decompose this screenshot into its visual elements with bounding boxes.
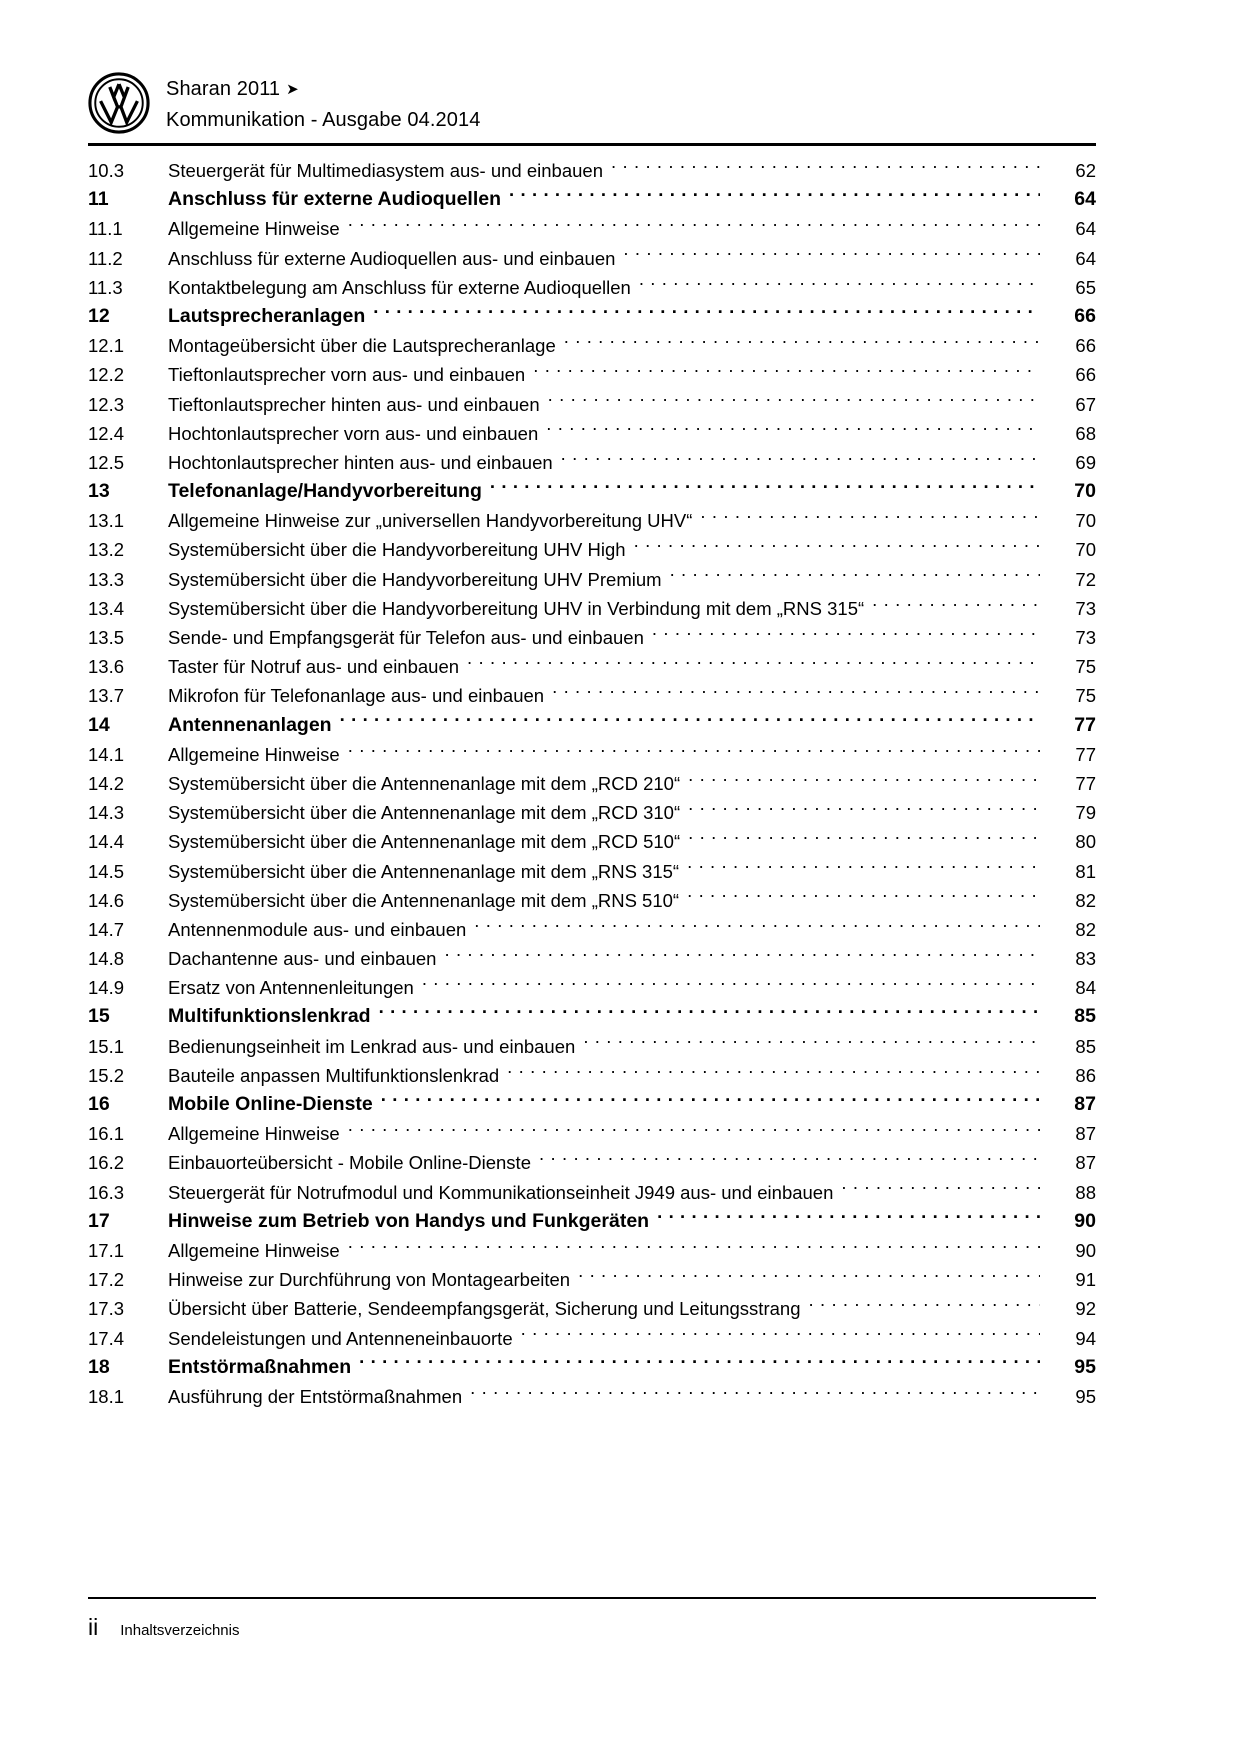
toc-entry-title: Sende- und Empfangsgerät für Telefon aus- und einbauen xyxy=(168,627,644,648)
toc-entry-page: 65 xyxy=(1075,276,1096,298)
toc-entry-title: Antennenmodule aus- und einbauen xyxy=(168,918,467,940)
toc-entry-title: Antennenanlagen xyxy=(168,713,332,736)
table-of-contents xyxy=(88,156,1096,1411)
header-divider xyxy=(88,143,1096,146)
toc-entry-number: 13 xyxy=(88,480,110,503)
toc-leader-dots xyxy=(564,334,1040,352)
toc-entry-page: 87 xyxy=(1075,1123,1096,1145)
toc-entry[interactable] xyxy=(88,1382,1096,1411)
toc-entry-page: 70 xyxy=(1075,510,1096,532)
toc-leader-dots xyxy=(634,538,1040,556)
page-header xyxy=(88,72,1096,144)
toc-entry[interactable] xyxy=(88,1090,1096,1119)
toc-entry[interactable] xyxy=(88,652,1096,681)
toc-leader-dots xyxy=(688,772,1040,790)
toc-entry-number: 12.1 xyxy=(88,335,125,357)
toc-entry[interactable] xyxy=(88,594,1096,623)
toc-entry[interactable] xyxy=(88,1002,1096,1031)
toc-entry-page: 87 xyxy=(1074,1093,1096,1115)
toc-entry-title: Hochtonlautsprecher hinten aus- und einbauen xyxy=(168,451,553,473)
toc-leader-dots xyxy=(808,1297,1040,1315)
toc-entry[interactable] xyxy=(88,1265,1096,1294)
toc-entry-number: 13.3 xyxy=(88,568,125,590)
toc-entry[interactable] xyxy=(88,506,1096,535)
toc-entry[interactable] xyxy=(88,769,1096,798)
toc-entry-page: 86 xyxy=(1075,1064,1096,1086)
toc-entry-title: Steuergerät für Multimediasystem aus- und einbauen xyxy=(168,160,603,181)
toc-entry-page: 77 xyxy=(1074,713,1096,736)
toc-entry-page: 80 xyxy=(1075,831,1096,853)
toc-leader-dots xyxy=(546,422,1040,440)
toc-entry[interactable] xyxy=(88,740,1096,769)
toc-entry-title: Anschluss für externe Audioquellen aus- und einbauen xyxy=(168,247,616,269)
toc-entry-number: 16 xyxy=(88,1093,110,1115)
toc-leader-dots xyxy=(872,597,1040,615)
toc-leader-dots xyxy=(381,1092,1040,1110)
toc-entry-title: Übersicht über Batterie, Sendeempfangsgerät, Sicherung und Leitungsstrang xyxy=(168,1298,801,1320)
toc-leader-dots xyxy=(561,451,1040,469)
toc-entry-number: 12 xyxy=(88,304,110,327)
toc-entry-number: 12.3 xyxy=(88,393,125,415)
toc-leader-dots xyxy=(611,159,1040,177)
toc-entry-number: 14.1 xyxy=(88,743,125,765)
toc-entry[interactable] xyxy=(88,944,1096,973)
toc-leader-dots xyxy=(348,1122,1040,1140)
toc-entry[interactable] xyxy=(88,156,1096,185)
toc-leader-dots xyxy=(841,1181,1040,1199)
toc-entry-page: 82 xyxy=(1075,889,1096,911)
toc-entry-page: 66 xyxy=(1075,364,1096,386)
toc-leader-dots xyxy=(373,304,1040,322)
toc-leader-dots xyxy=(657,1209,1040,1227)
toc-entry-number: 17.3 xyxy=(88,1298,125,1320)
toc-entry-number: 18 xyxy=(88,1355,110,1378)
toc-entry-number: 13.2 xyxy=(88,539,125,561)
toc-entry-number: 11.1 xyxy=(88,218,123,240)
toc-entry-title: Allgemeine Hinweise xyxy=(168,218,340,240)
toc-entry-page: 95 xyxy=(1074,1355,1096,1378)
toc-entry-number: 16.1 xyxy=(88,1123,125,1145)
toc-entry-title: Systemübersicht über die Handyvorbereitung UHV High xyxy=(168,539,626,561)
toc-entry-number: 11.3 xyxy=(88,276,123,298)
toc-leader-dots xyxy=(652,626,1040,644)
toc-entry-page: 66 xyxy=(1075,335,1096,357)
toc-entry-page: 81 xyxy=(1075,860,1096,882)
toc-entry-page: 91 xyxy=(1075,1269,1096,1291)
toc-leader-dots xyxy=(422,976,1040,994)
toc-entry-number: 10.3 xyxy=(88,160,125,181)
toc-entry[interactable] xyxy=(88,1148,1096,1177)
toc-entry-title: Steuergerät für Notrufmodul und Kommunikationseinheit J949 aus- und einbauen xyxy=(168,1181,834,1203)
toc-entry-number: 13.5 xyxy=(88,627,125,648)
toc-entry[interactable] xyxy=(88,1178,1096,1207)
footer-divider xyxy=(88,1597,1096,1599)
toc-entry-number: 14.3 xyxy=(88,802,125,824)
toc-entry-title: Allgemeine Hinweise xyxy=(168,1123,340,1145)
toc-entry-number: 14.6 xyxy=(88,889,125,911)
toc-leader-dots xyxy=(539,1151,1040,1169)
toc-entry-number: 13.4 xyxy=(88,597,125,619)
toc-entry-page: 95 xyxy=(1075,1385,1096,1407)
toc-entry-title: Lautsprecheranlagen xyxy=(168,304,366,327)
toc-leader-dots xyxy=(348,743,1040,761)
volkswagen-logo xyxy=(88,72,150,134)
toc-entry-number: 12.5 xyxy=(88,451,125,473)
toc-entry-title: Allgemeine Hinweise xyxy=(168,1239,340,1261)
toc-leader-dots xyxy=(688,801,1040,819)
toc-entry[interactable] xyxy=(88,681,1096,710)
toc-entry-title: Mikrofon für Telefonanlage aus- und einbauen xyxy=(168,685,545,707)
toc-entry-number: 14.8 xyxy=(88,948,125,970)
toc-entry-number: 12.4 xyxy=(88,422,125,444)
toc-entry[interactable] xyxy=(88,214,1096,243)
toc-entry-title: Tieftonlautsprecher hinten aus- und einbauen xyxy=(168,393,540,415)
toc-leader-dots xyxy=(507,1064,1040,1082)
toc-entry-title: Hochtonlautsprecher vorn aus- und einbauen xyxy=(168,422,539,444)
toc-entry-page: 64 xyxy=(1074,188,1096,211)
toc-entry-page: 67 xyxy=(1075,393,1096,415)
toc-entry-title: Hinweise zum Betrieb von Handys und Funkgeräten xyxy=(168,1209,650,1232)
toc-entry-number: 14.5 xyxy=(88,860,125,882)
toc-entry-number: 14.2 xyxy=(88,772,125,794)
toc-entry-title: Taster für Notruf aus- und einbauen xyxy=(168,656,460,678)
toc-entry-title: Ersatz von Antennenleitungen xyxy=(168,977,414,999)
toc-entry[interactable] xyxy=(88,302,1096,331)
toc-entry[interactable] xyxy=(88,565,1096,594)
toc-entry-number: 13.1 xyxy=(88,510,125,532)
toc-entry-number: 18.1 xyxy=(88,1385,125,1407)
toc-entry-page: 87 xyxy=(1075,1152,1096,1174)
toc-entry-number: 16.3 xyxy=(88,1181,125,1203)
toc-entry-title: Systemübersicht über die Handyvorbereitung UHV Premium xyxy=(168,568,662,590)
toc-entry[interactable] xyxy=(88,273,1096,302)
toc-leader-dots xyxy=(700,509,1040,527)
toc-entry-page: 90 xyxy=(1074,1209,1096,1232)
toc-leader-dots xyxy=(470,1385,1040,1403)
toc-entry-page: 70 xyxy=(1074,480,1096,503)
footer-label: Inhaltsverzeichnis xyxy=(120,1622,240,1639)
toc-entry-page: 88 xyxy=(1075,1181,1096,1203)
page-footer xyxy=(88,1614,1096,1641)
toc-entry-page: 70 xyxy=(1075,539,1096,561)
toc-entry-number: 17.2 xyxy=(88,1269,125,1291)
toc-entry-page: 83 xyxy=(1075,948,1096,970)
toc-leader-dots xyxy=(687,860,1040,878)
toc-entry-page: 73 xyxy=(1075,627,1096,648)
toc-entry-number: 14 xyxy=(88,713,110,736)
toc-entry[interactable] xyxy=(88,1207,1096,1236)
toc-entry-page: 73 xyxy=(1075,597,1096,619)
toc-entry[interactable] xyxy=(88,973,1096,1002)
toc-entry-title: Mobile Online-Dienste xyxy=(168,1093,373,1115)
toc-leader-dots xyxy=(670,568,1040,586)
toc-leader-dots xyxy=(533,363,1040,381)
toc-entry-title: Entstörmaßnahmen xyxy=(168,1355,352,1378)
toc-entry-title: Einbauorteübersicht - Mobile Online-Dienste xyxy=(168,1152,531,1174)
toc-entry-title: Tieftonlautsprecher vorn aus- und einbauen xyxy=(168,364,526,386)
toc-leader-dots xyxy=(583,1035,1040,1053)
toc-entry[interactable] xyxy=(88,827,1096,856)
toc-entry-number: 12.2 xyxy=(88,364,125,386)
toc-entry[interactable] xyxy=(88,535,1096,564)
toc-entry-number: 13.6 xyxy=(88,656,125,678)
toc-entry[interactable] xyxy=(88,1324,1096,1353)
toc-entry-number: 15.2 xyxy=(88,1064,125,1086)
header-titles xyxy=(166,74,480,135)
toc-entry[interactable] xyxy=(88,711,1096,740)
toc-entry[interactable] xyxy=(88,798,1096,827)
toc-leader-dots xyxy=(340,713,1040,731)
toc-entry-page: 85 xyxy=(1075,1035,1096,1057)
toc-entry-number: 15.1 xyxy=(88,1035,125,1057)
toc-entry-page: 82 xyxy=(1075,918,1096,940)
toc-entry-number: 17 xyxy=(88,1209,110,1232)
toc-entry-title: Telefonanlage/Handyvorbereitung xyxy=(168,480,482,503)
toc-entry[interactable] xyxy=(88,915,1096,944)
toc-entry-number: 11 xyxy=(88,188,109,211)
toc-leader-dots xyxy=(521,1327,1040,1345)
toc-entry-title: Allgemeine Hinweise xyxy=(168,743,340,765)
toc-entry-page: 84 xyxy=(1075,977,1096,999)
toc-entry-title: Systemübersicht über die Antennenanlage mit dem „RNS 315“ xyxy=(168,860,680,882)
toc-leader-dots xyxy=(548,393,1040,411)
toc-entry-title: Allgemeine Hinweise zur „universellen Handyvorbereitung UHV“ xyxy=(168,510,693,532)
toc-leader-dots xyxy=(639,276,1040,294)
toc-entry[interactable] xyxy=(88,477,1096,506)
toc-entry[interactable] xyxy=(88,1353,1096,1382)
toc-entry-page: 75 xyxy=(1075,685,1096,707)
header-model: Sharan 2011 xyxy=(166,78,281,100)
toc-leader-dots xyxy=(379,1004,1040,1022)
toc-entry[interactable] xyxy=(88,623,1096,652)
toc-entry-title: Bedienungseinheit im Lenkrad aus- und einbauen xyxy=(168,1035,576,1057)
toc-leader-dots xyxy=(348,217,1040,235)
toc-entry-title: Systemübersicht über die Antennenanlage mit dem „RCD 510“ xyxy=(168,831,681,853)
toc-entry-page: 77 xyxy=(1075,772,1096,794)
toc-entry-title: Ausführung der Entstörmaßnahmen xyxy=(168,1385,463,1407)
toc-entry-number: 17.1 xyxy=(88,1239,125,1261)
toc-entry[interactable] xyxy=(88,1294,1096,1323)
toc-entry-title: Multifunktionslenkrad xyxy=(168,1005,371,1028)
toc-leader-dots xyxy=(578,1268,1040,1286)
toc-entry-number: 15 xyxy=(88,1005,110,1028)
toc-entry-title: Systemübersicht über die Handyvorbereitung UHV in Verbindung mit dem „RNS 315“ xyxy=(168,597,865,619)
toc-entry-title: Systemübersicht über die Antennenanlage mit dem „RCD 310“ xyxy=(168,802,681,824)
toc-entry[interactable] xyxy=(88,448,1096,477)
toc-leader-dots xyxy=(348,1239,1040,1257)
toc-entry-title: Systemübersicht über die Antennenanlage mit dem „RNS 510“ xyxy=(168,889,680,911)
toc-entry-number: 11.2 xyxy=(88,247,123,269)
toc-leader-dots xyxy=(359,1355,1040,1373)
toc-leader-dots xyxy=(509,187,1040,205)
toc-leader-dots xyxy=(687,889,1040,907)
toc-leader-dots xyxy=(474,918,1040,936)
toc-entry[interactable] xyxy=(88,360,1096,389)
footer-page-number: ii xyxy=(88,1614,99,1640)
toc-entry-page: 75 xyxy=(1075,656,1096,678)
toc-entry-number: 14.7 xyxy=(88,918,125,940)
toc-entry-page: 90 xyxy=(1075,1239,1096,1261)
toc-leader-dots xyxy=(490,479,1040,497)
toc-entry[interactable] xyxy=(88,390,1096,419)
toc-leader-dots xyxy=(467,655,1040,673)
header-subtitle: Kommunikation - Ausgabe 04.2014 xyxy=(166,109,481,131)
toc-entry-title: Montageübersicht über die Lautsprecheranlage xyxy=(168,335,556,357)
toc-entry-title: Kontaktbelegung am Anschluss für externe Audioquellen xyxy=(168,276,631,298)
toc-entry-page: 72 xyxy=(1075,568,1096,590)
toc-entry-page: 85 xyxy=(1074,1005,1096,1028)
toc-entry-page: 69 xyxy=(1075,451,1096,473)
toc-entry[interactable] xyxy=(88,857,1096,886)
toc-entry-page: 79 xyxy=(1075,802,1096,824)
toc-entry-page: 77 xyxy=(1075,743,1096,765)
toc-entry[interactable] xyxy=(88,1061,1096,1090)
toc-entry-number: 17.4 xyxy=(88,1327,125,1349)
toc-entry-title: Bauteile anpassen Multifunktionslenkrad xyxy=(168,1064,500,1086)
toc-entry-page: 68 xyxy=(1075,422,1096,444)
toc-entry-page: 64 xyxy=(1075,247,1096,269)
toc-entry[interactable] xyxy=(88,185,1096,214)
toc-entry-page: 62 xyxy=(1075,160,1096,181)
toc-leader-dots xyxy=(688,830,1040,848)
toc-entry-page: 94 xyxy=(1075,1327,1096,1349)
toc-leader-dots xyxy=(444,947,1040,965)
toc-entry[interactable] xyxy=(88,886,1096,915)
toc-leader-dots xyxy=(552,684,1040,702)
toc-entry-title: Dachantenne aus- und einbauen xyxy=(168,948,437,970)
toc-entry-title: Sendeleistungen und Antenneneinbauorte xyxy=(168,1327,513,1349)
toc-entry-title: Hinweise zur Durchführung von Montagearbeiten xyxy=(168,1269,571,1291)
toc-entry-page: 92 xyxy=(1075,1298,1096,1320)
toc-entry-number: 14.9 xyxy=(88,977,125,999)
toc-entry[interactable] xyxy=(88,331,1096,360)
toc-entry-page: 66 xyxy=(1074,304,1096,327)
toc-entry[interactable] xyxy=(88,244,1096,273)
toc-leader-dots xyxy=(623,247,1040,265)
toc-entry-title: Systemübersicht über die Antennenanlage mit dem „RCD 210“ xyxy=(168,772,681,794)
toc-entry[interactable] xyxy=(88,419,1096,448)
toc-entry-number: 16.2 xyxy=(88,1152,125,1174)
toc-entry-number: 13.7 xyxy=(88,685,125,707)
toc-entry[interactable] xyxy=(88,1119,1096,1148)
toc-entry[interactable] xyxy=(88,1236,1096,1265)
toc-entry-page: 64 xyxy=(1075,218,1096,240)
arrow-icon: ➤ xyxy=(286,81,299,98)
toc-entry-number: 14.4 xyxy=(88,831,125,853)
header-model-line xyxy=(166,74,480,105)
toc-entry[interactable] xyxy=(88,1032,1096,1061)
toc-entry-title: Anschluss für externe Audioquellen xyxy=(168,188,502,211)
